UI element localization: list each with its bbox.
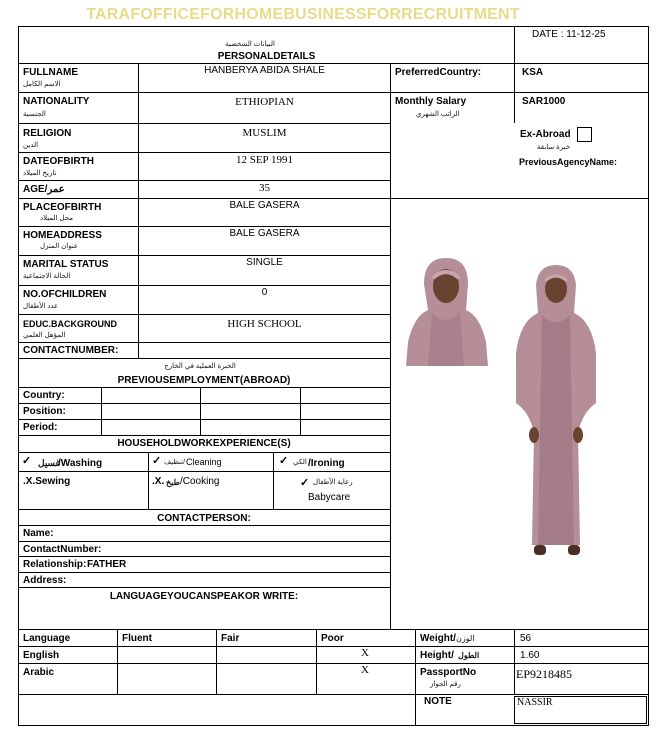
pob-value: BALE GASERA: [229, 200, 300, 211]
babycare-ar: رعاية الأطفال: [313, 479, 353, 486]
dob-label: DATEOFBIRTH: [23, 156, 94, 167]
lang-header-fluent: Fluent: [122, 633, 152, 644]
washing-label: /Washing: [58, 458, 103, 469]
ex-abroad-checkbox[interactable]: [577, 127, 592, 142]
fullname-value: HANBERYA ABIDA SHALE: [204, 65, 325, 76]
salary-ar: الراتب الشهري: [416, 111, 460, 118]
nationality-ar: الجنسية: [23, 111, 46, 118]
note-value: NASSIR: [517, 697, 553, 708]
nationality-label: NATIONALITY: [23, 96, 90, 107]
height-ar: الطول: [458, 651, 480, 660]
sewing-label: .X.Sewing: [23, 476, 71, 487]
children-value: 0: [261, 287, 268, 298]
lang-english-poor: X: [361, 647, 369, 659]
salary-value: SAR1000: [522, 96, 566, 107]
date-field: DATE : 11-12-25: [532, 29, 606, 40]
religion-value: MUSLIM: [242, 127, 287, 139]
lang-header-language: Language: [23, 633, 71, 644]
marital-value: SINGLE: [246, 257, 283, 268]
employment-ar: الخبرة العملية في الخارج: [164, 363, 236, 370]
personal-details-ar: البيانات الشخصية: [225, 41, 275, 48]
address-ar: عنوان المنزل: [40, 243, 79, 250]
education-ar: المؤهل العلمي: [23, 332, 66, 339]
cleaning-label: Cleaning: [186, 457, 222, 467]
children-label: NO.OFCHILDREN: [23, 289, 107, 300]
cp-relationship-value: FATHER: [87, 559, 127, 570]
lang-arabic-poor: X: [361, 664, 369, 676]
address-value: BALE GASERA: [229, 228, 300, 239]
age-label: AGE/عمر: [23, 184, 65, 195]
employment-heading: PREVIOUSEMPLOYMENT(ABROAD): [117, 375, 291, 386]
applicant-portrait-photo: [396, 254, 496, 366]
previous-agency-label: PreviousAgencyName:: [519, 157, 618, 167]
personal-details-heading: PERSONALDETAILS: [217, 51, 316, 62]
height-value: 1.60: [520, 650, 540, 661]
ex-abroad-ar: خبرة سابقة: [537, 144, 571, 151]
ironing-ar: الكي: [293, 459, 307, 466]
weight-ar: الوزن: [456, 634, 475, 643]
fullname-ar: الاسم الكامل: [23, 81, 61, 88]
cooking-ar: طبخ: [166, 478, 180, 487]
passport-label: PassportNo: [420, 667, 477, 678]
employment-position-label: Position:: [23, 406, 66, 417]
passport-value: EP9218485: [516, 667, 573, 681]
preferred-country-value: KSA: [522, 67, 544, 78]
ironing-label: /Ironing: [308, 458, 345, 469]
agency-title: TARAFOFFICEFORHOMEBUSINESSFORRECRUITMENT: [86, 6, 520, 23]
cleaning-check-icon: ✓: [152, 455, 162, 467]
cp-relationship-label: Relationship:: [23, 559, 87, 570]
fullname-label: FULLNAME: [23, 67, 78, 78]
lang-english: English: [23, 650, 60, 661]
language-heading: LANGUAGEYOUCANSPEAKOR WRITE:: [109, 591, 299, 602]
ex-abroad-label: Ex-Abroad: [520, 129, 571, 140]
contact-number-label: CONTACTNUMBER:: [23, 345, 119, 356]
lang-header-fair: Fair: [221, 633, 240, 644]
marital-label: MARITAL STATUS: [23, 259, 109, 270]
cooking-label: /Cooking: [180, 476, 220, 487]
passport-ar: رقم الجواز: [430, 681, 461, 688]
applicant-full-body-photo: [512, 263, 600, 559]
height-label: Height/: [420, 650, 454, 661]
lang-arabic: Arabic: [23, 667, 55, 678]
cp-name-label: Name:: [23, 528, 54, 539]
cp-address-label: Address:: [23, 575, 67, 586]
dob-value: 12 SEP 1991: [235, 154, 294, 166]
note-label: NOTE: [424, 696, 452, 707]
religion-ar: الدين: [23, 142, 39, 149]
household-heading: HOUSEHOLDWORKEXPERIENCE(S): [117, 438, 291, 449]
nationality-value: ETHIOPIAN: [235, 96, 294, 108]
salary-label: Monthly Salary: [395, 96, 467, 107]
employment-country-label: Country:: [23, 390, 65, 401]
education-label: EDUC.BACKGROUND: [23, 319, 117, 329]
preferred-country-label: PreferredCountry:: [395, 67, 482, 78]
dob-ar: تاريخ الميلاد: [23, 170, 57, 177]
marital-ar: الحالة الاجتماعية: [23, 273, 71, 280]
ironing-check-icon: ✓: [279, 455, 289, 467]
employment-period-label: Period:: [23, 422, 58, 433]
cleaning-ar: تنظيف/: [164, 459, 186, 466]
age-value: 35: [259, 182, 270, 194]
washing-check-icon: ✓: [22, 455, 32, 467]
religion-label: RELIGION: [23, 128, 72, 139]
babycare-label: Babycare: [308, 492, 351, 503]
lang-header-poor: Poor: [321, 633, 344, 644]
contact-person-heading: CONTACTPERSON:: [157, 513, 251, 524]
washing-ar: غسيل: [38, 458, 61, 468]
weight-value: 56: [520, 633, 532, 644]
pob-ar: محل الميلاد: [40, 215, 74, 222]
weight-label: Weight/: [420, 633, 456, 644]
cooking-prefix: .X.: [152, 476, 165, 487]
address-label: HOMEADDRESS: [23, 230, 102, 241]
babycare-check-icon: ✓: [300, 477, 310, 489]
pob-label: PLACEOFBIRTH: [23, 202, 102, 213]
children-ar: عدد الأطفال: [23, 303, 59, 310]
cp-number-label: ContactNumber:: [23, 544, 102, 555]
education-value: HIGH SCHOOL: [227, 318, 302, 330]
